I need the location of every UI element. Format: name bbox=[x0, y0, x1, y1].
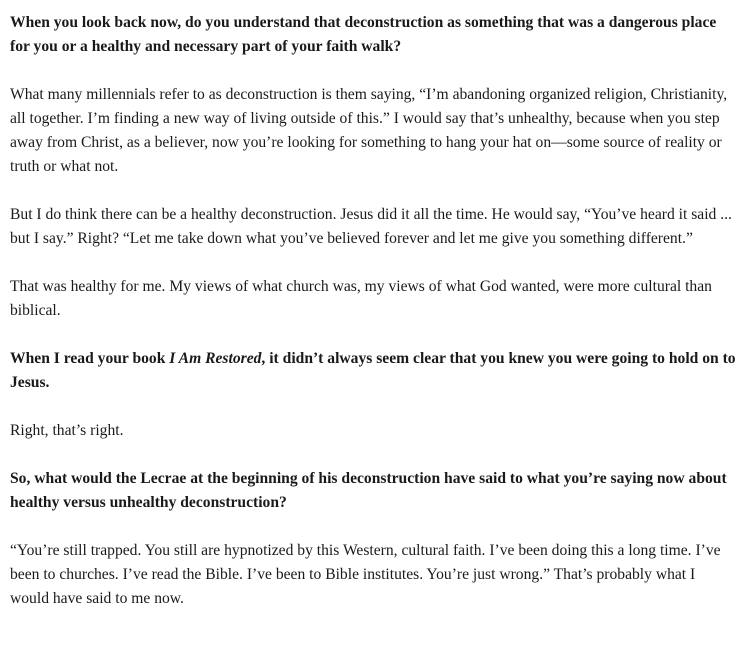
answer-millennials-deconstruction: What many millennials refer to as deconstruction is them saying, “I’m abandoning organized religion, Christianity, all together. I’m finding a new way of living outside of this.” I would say that’s unhealthy, because when you step away from Christ, as a believer, now you’re looking for something to hang your hat on—some source of reality or truth or what not. bbox=[10, 86, 728, 175]
question-deconstruction-view: When you look back now, do you understand that deconstruction as something that was a dangerous place for you or a healthy and necessary part of your faith walk? bbox=[10, 14, 717, 55]
question-earlier-lecrae: So, what would the Lecrae at the beginning of his deconstruction have said to what you’re saying now about healthy versus unhealthy deconstruction? bbox=[10, 470, 727, 511]
answer-healthy-deconstruction: But I do think there can be a healthy deconstruction. Jesus did it all the time. He would say, “You’ve heard it said ... but I say.” Right? “Let me take down what you’ve believed forever and let me give you something different.” bbox=[10, 206, 732, 247]
interview-article bbox=[0, 11, 743, 611]
answer-still-trapped: “You’re still trapped. You still are hypnotized by this Western, cultural faith. I’ve been doing this a long time. I’ve been to churches. I’ve read the Bible. I’ve been to Bible institutes. You’re just wrong.” That’s probably what I would have said to me now. bbox=[10, 542, 721, 607]
question-book-before: When I read your book bbox=[10, 350, 170, 367]
answer-right: Right, that’s right. bbox=[10, 422, 124, 439]
question-book-after: , it didn’t always seem clear that you knew you were going to hold on to Jesus. bbox=[10, 350, 736, 391]
question-book bbox=[10, 347, 737, 395]
answer-cultural-views: That was healthy for me. My views of what church was, my views of what God wanted, were more cultural than biblical. bbox=[10, 278, 712, 319]
book-title: I Am Restored bbox=[169, 350, 262, 367]
